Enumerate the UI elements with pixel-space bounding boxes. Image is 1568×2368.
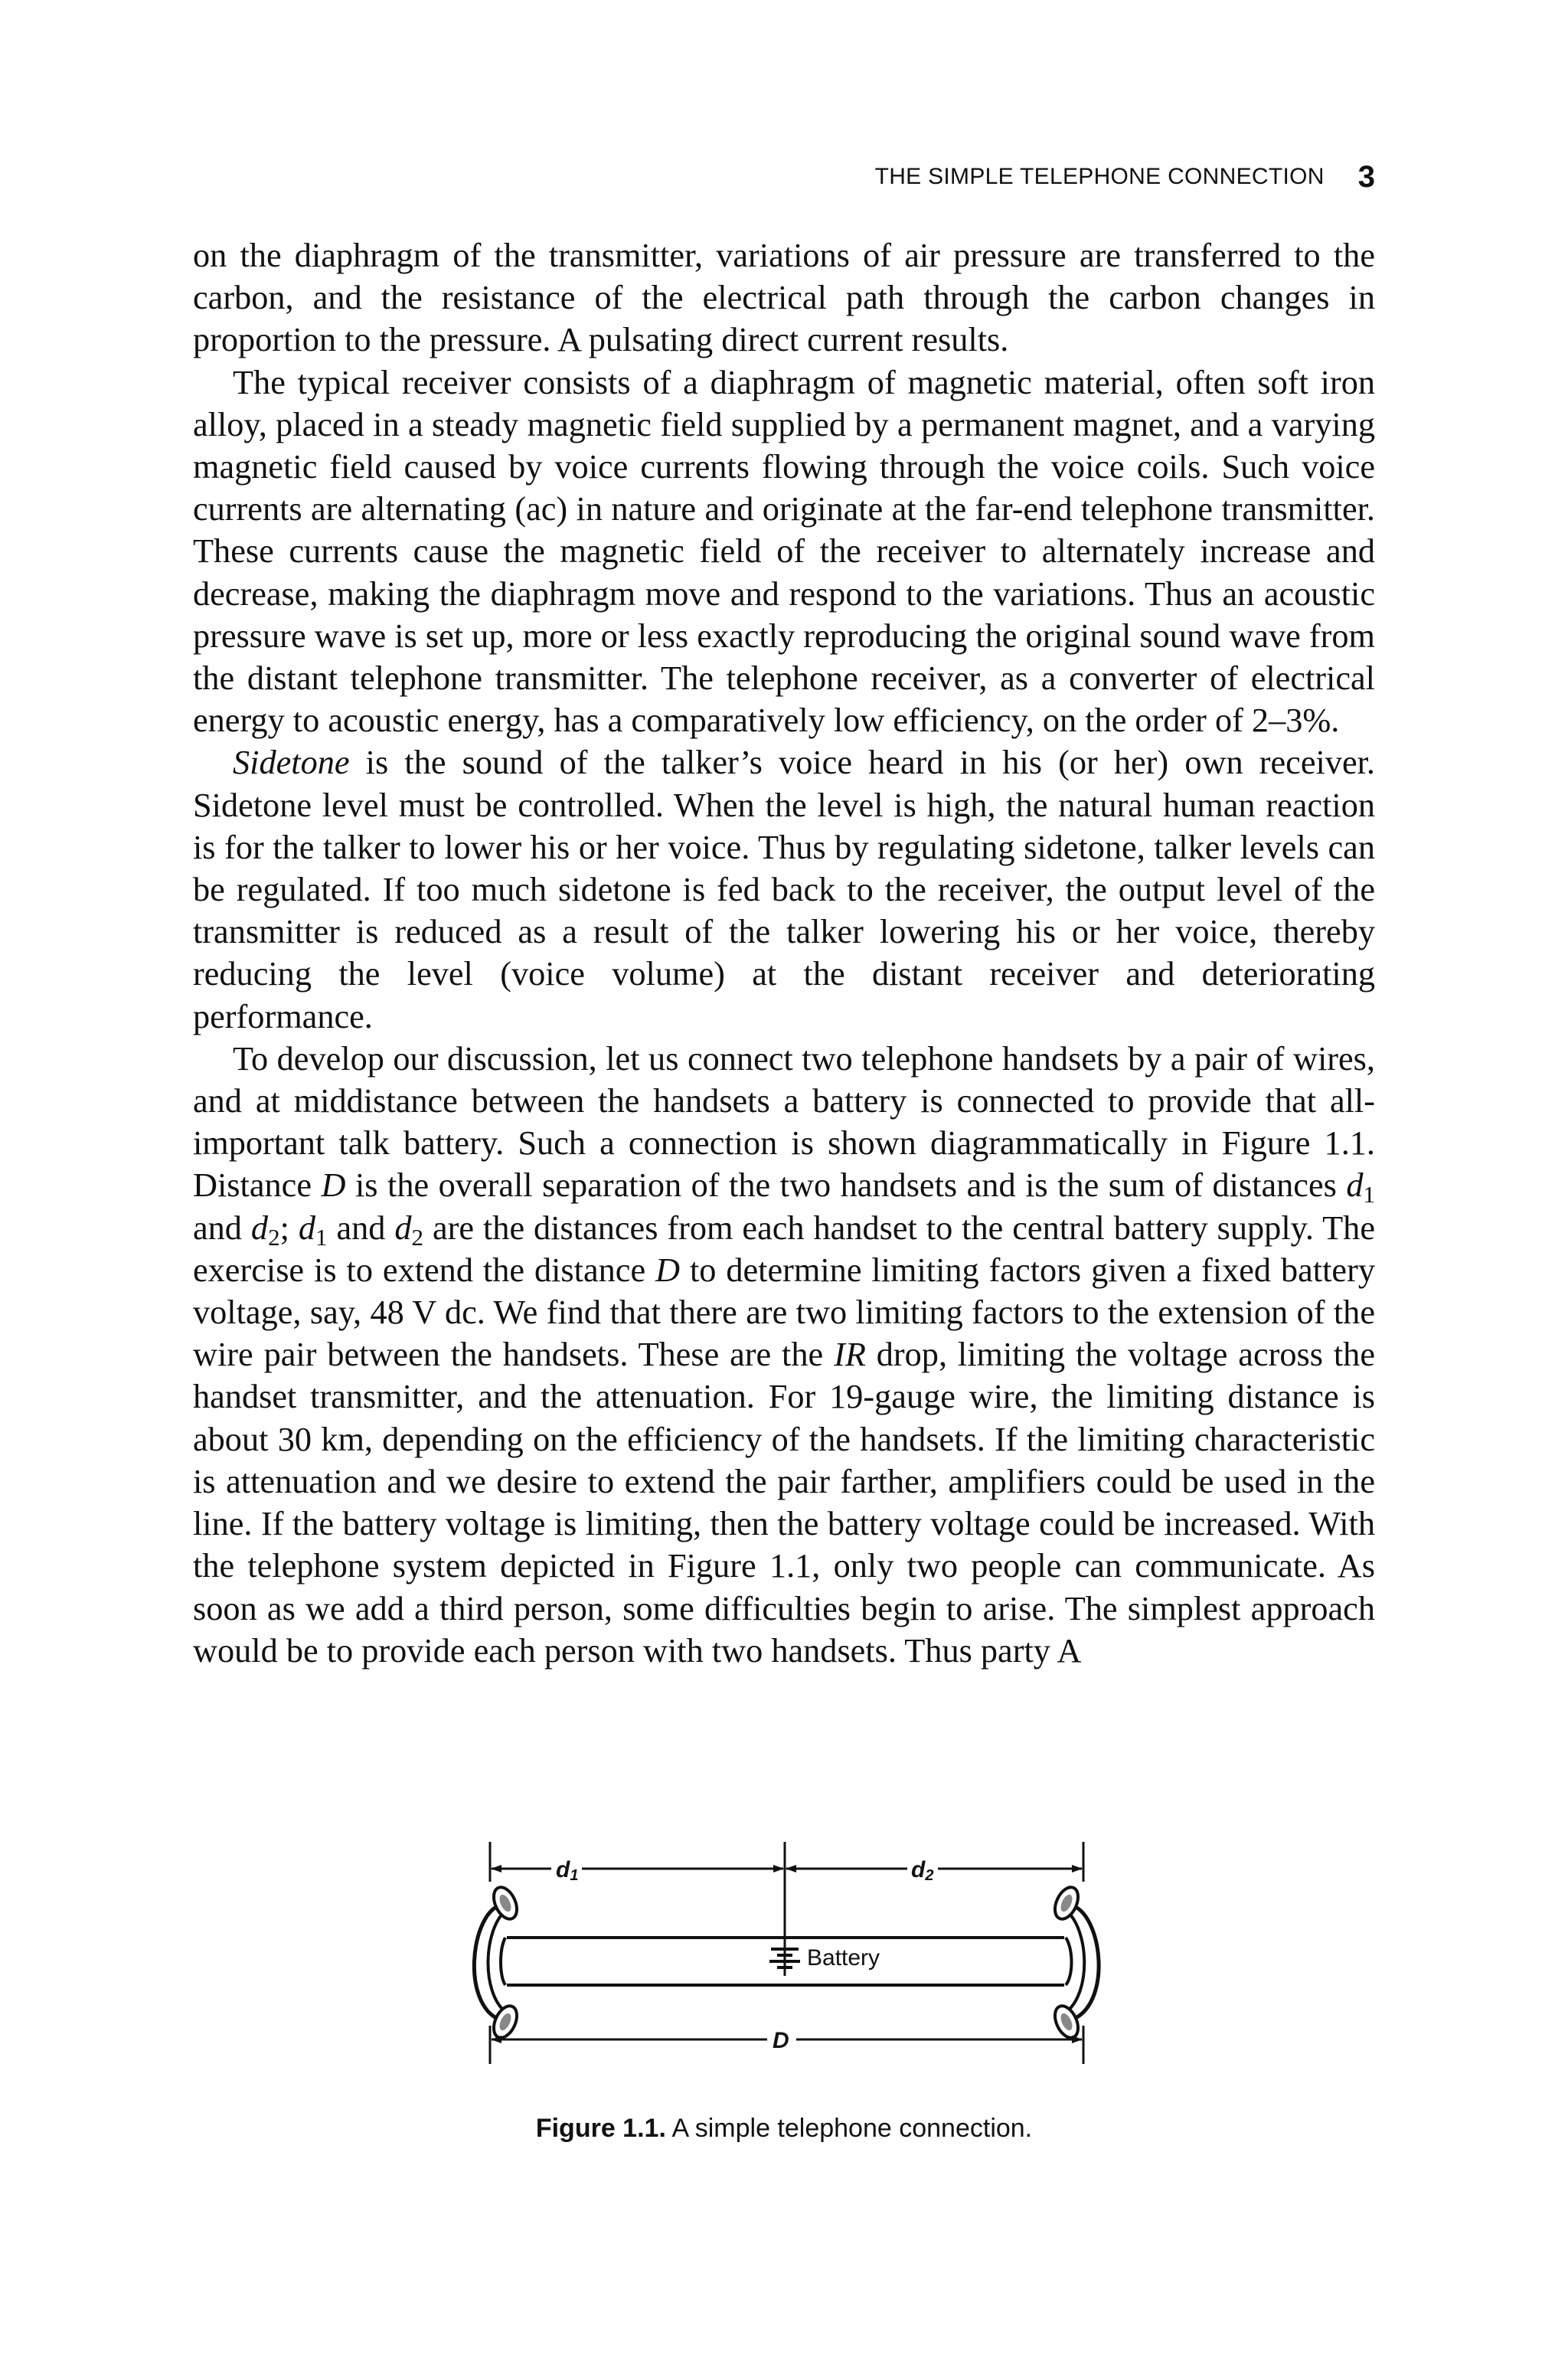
figure-caption [0,2114,1568,2144]
var-d: d [394,1209,412,1247]
paragraph-3-text: is the sound of the talker’s voice heard in his (or her) own receiver. Sidetone level must be controlled. When the level is high, the natural human reaction is for the talker to lower his or her voice. Thus by regulating sidetone, talker levels can be regulated. If too much sidetone is fed back to the receiver, the output level of the transmitter is reduced as a result of the talker lowering his or her voice, thereby reducing the level (voice volume) at the distant receiver and deteriorating performance. [193,744,1375,1035]
term-sidetone: Sidetone [233,744,350,782]
caption-label: Figure 1.1. [535,2114,666,2143]
telephone-diagram [429,1834,1118,2095]
var-IR: IR [834,1336,866,1374]
var-d: d [250,1209,269,1247]
caption-text: A simple telephone connection. [665,2114,1033,2143]
p4-seg-8: drop, limiting the voltage across the handset transmitter, and the attenuation. For 19-gauge wire, the limiting distance is about 30 km, depending on the efficiency of the handsets. If the limiting characteristic is attenuation and we desire to extend the pair farther, amplifiers could be used in the line. If the battery voltage is limiting, then the battery voltage could be increased. With the telephone system depicted in Figure 1.1, only two people can communicate. As soon as we add a third person, some difficulties begin to arise. The simplest approach would be to provide each person with two handsets. Thus party A [193,1336,1375,1670]
left-handset-icon [474,1884,521,2042]
paragraph-4 [193,1038,1375,1672]
var-d: d [298,1209,315,1247]
paragraph-3 [193,741,1375,1037]
var-D: D [655,1251,681,1289]
sub-2: 2 [411,1223,424,1251]
page-number: 3 [1357,159,1375,194]
running-head [836,158,1375,196]
label-battery: Battery [807,1945,880,1971]
label-d1: d1 [556,1857,579,1884]
figure-telephone-connection [429,1834,1118,2095]
body-text [193,234,1375,1672]
label-D: D [773,2028,789,2053]
p4-seg-5: and [327,1209,395,1247]
sub-1: 1 [315,1223,328,1251]
p4-seg-3: and [193,1209,251,1247]
p4-seg-4: ; [279,1209,299,1247]
sub-1: 1 [1363,1181,1375,1209]
p4-seg-7: to determine limiting factors given a fixed battery voltage, say, 48 V dc. We find that there are two limiting factors to the extension of the wire pair between the handsets. These are the [193,1251,1375,1374]
label-d2: d2 [911,1857,934,1884]
p4-seg-1: To develop our discussion, let us connect two telephone handsets by a pair of wires, and at middistance between the handsets a battery is connected to provide that all-important talk battery. Such a connection is shown diagrammatically in Figure 1.1. Distance [193,1039,1375,1205]
var-d: d [1346,1166,1364,1205]
running-title: THE SIMPLE TELEPHONE CONNECTION [874,164,1325,189]
var-D: D [321,1166,346,1205]
right-handset-icon [1050,1884,1099,2042]
p4-seg-6: are the distances from each handset to the central battery supply. The exercise is to extend the distance [193,1209,1375,1289]
paragraph-2: The typical receiver consists of a diaphragm of magnetic material, often soft iron alloy, placed in a steady magnetic field supplied by a permanent magnet, and a varying magnetic field caused by voice currents flowing through the voice coils. Such voice currents are alternating (ac) in nature and originate at the far-end telephone transmitter. These currents cause the magnetic field of the receiver to alternately increase and decrease, making the diaphragm move and respond to the variations. Thus an acoustic pressure wave is set up, more or less exactly reproducing the original sound wave from the distant telephone transmitter. The telephone receiver, as a converter of electrical energy to acoustic energy, has a comparatively low efficiency, on the order of 2–3%. [193,363,1375,740]
paragraph-1: on the diaphragm of the transmitter, variations of air pressure are transferred to the carbon, and the resistance of the electrical path through the carbon changes in proportion to the pressure. A pulsating direct current results. [193,237,1375,359]
sub-2: 2 [268,1223,280,1251]
p4-seg-2: is the overall separation of the two handsets and is the sum of distances [345,1166,1347,1205]
